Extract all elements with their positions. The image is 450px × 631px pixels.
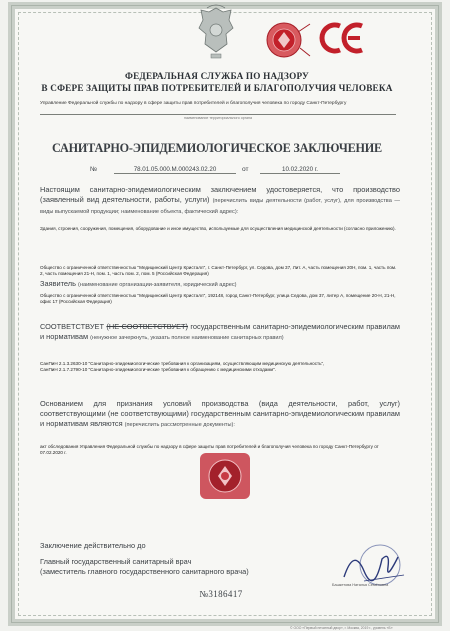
signatory-deputy: (заместитель главного государственного санитарного врача) [40,567,249,576]
territorial-authority: Управление Федеральной службы по надзору в сфере защиты прав потребителей и благополучия человека по городу Санкт-Петербургу [40,101,347,106]
conformity-text: государственным санитарно-эпидемиологическим правилам и нормативам [40,322,400,341]
emblem-icon [193,4,239,60]
conformity-paragraph [40,322,400,343]
printer-footer: © ООО «Первый печатный двор», г. Москва, 2019 г., уровень «Б» [290,626,393,630]
signatory-block [40,557,340,577]
object-address-fill: Общество с ограниченной ответственностью "Медицинский Центр Кристалл", г. Санкт-Петербург, ул. Седова, дом 37, Лит. А, часть помещения 20Н, пом. 1, часть пом. 2, часть помещения 21-Н, пом. 1, часть пом. 2, пом. 5 (Российская Федерация) [40,265,397,277]
certificate-sheet [8,2,442,626]
divider [40,114,396,115]
serial-number: №3186417 [199,589,243,599]
signatory-name: Башкетова Наталья Семёновна [332,583,389,587]
date-prefix: от [242,166,249,173]
conformity-hint: (ненужное зачеркнуть, указать полное наименование санитарных правил) [90,335,284,341]
certificate-number-row [90,166,350,178]
basis-text: Основанием для признания условий производства (вида деятельности, работ, услуг) соответствующими (не соответствующими) государственным санитарно-эпидемиологическим правилам и нормативам являются [40,399,400,428]
rules-list [40,361,400,373]
basis-hint: (перечислить рассмотренные документы): [124,422,235,428]
object-intro-text: Настоящим санитарно-эпидемиологическим заключением удостоверяется, что производство (заявленный вид деятельности, работы, услуги) [40,185,400,204]
agency-name-line2: В СФЕРЕ ЗАЩИТЫ ПРАВ ПОТРЕБИТЕЛЕЙ И БЛАГОПОЛУЧИЯ ЧЕЛОВЕКА [41,83,393,93]
object-intro [40,185,400,217]
red-seal-icon [262,18,312,62]
applicant-fill: Общество с ограниченной ответственностью "Медицинский Центр Кристалл", 192148, город Санкт-Петербург, улица Седова, дом 37, литер А, помещение 20-Н, 21-Н, офис 17 (Российская Федерация) [40,293,396,305]
conforms-text: СООТВЕТСТВУЕТ [40,322,104,331]
signature-icon [334,537,412,597]
applicant-label-row [40,279,400,290]
applicant-hint: (наименование организации-заявителя, юридический адрес) [78,282,237,288]
number-sign: № [90,166,98,173]
agency-name-line1: ФЕДЕРАЛЬНАЯ СЛУЖБА ПО НАДЗОРУ [125,71,309,81]
basis-fill: акт обследования Управления Федеральной службы по надзору в сфере защиты прав потребителей и благополучия человека по городу Санкт-Петербургу от 07.02.2020 г. [40,444,379,456]
validity-text: Заключение действительно до [40,541,146,550]
se-logo-icon [318,18,376,58]
object-hint: (перечислить виды деятельности (работ, услуг), для производства — виды выпускаемой продукции; наименование объекта, фактический адрес): [40,198,400,215]
certificate-date: 10.02.2020 г. [260,166,340,174]
object-activity-fill: Здания, строения, сооружения, помещения, оборудование и иное имущество, используемые для осуществления медицинской деятельности (согласно приложению). [40,226,396,231]
document-title: САНИТАРНО-ЭПИДЕМИОЛОГИЧЕСКОЕ ЗАКЛЮЧЕНИЕ [52,141,382,155]
certificate-number: 78.01.05.000.М.000243.02.20 [114,166,236,174]
rule-item: СанПиН 2.1.7.2790-10 "Санитарно-эпидемиологические требования к обращению с медицинскими отходами". [40,367,276,373]
rule-item: СанПиН 2.1.3.2630-10 "Санитарно-эпидемиологические требования к организациям, осуществляющим медицинскую деятельность", [40,361,325,366]
not-conforms-text: (НЕ СООТВЕТСТВУЕТ) [106,322,188,331]
applicant-label: Заявитель [40,279,76,288]
signatory-title: Главный государственный санитарный врач [40,557,192,566]
basis-paragraph [40,399,400,430]
authority-caption: наименование территориального органа [184,116,252,120]
official-seal-icon [196,447,254,505]
